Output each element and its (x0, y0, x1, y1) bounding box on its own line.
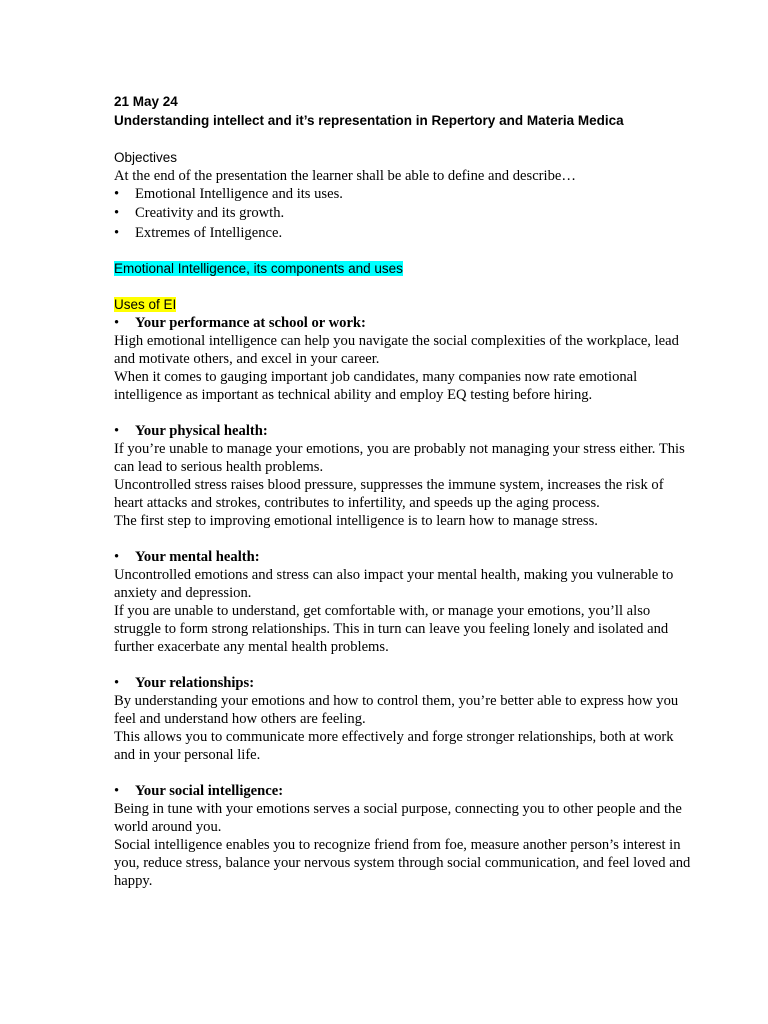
use-heading: Your physical health: (135, 423, 268, 439)
bullet-icon: • (114, 423, 120, 439)
bullet-icon: • (114, 186, 120, 202)
use-paragraph: Being in tune with your emotions serves a social purpose, connecting you to other people and the world around you. (114, 801, 682, 835)
bullet-icon: • (114, 675, 120, 691)
document-title: Understanding intellect and it’s representation in Repertory and Materia Medica (114, 113, 624, 128)
objectives-list (114, 185, 694, 242)
bullet-icon: • (114, 315, 120, 331)
use-paragraph: If you are unable to understand, get comfortable with, or manage your emotions, you’ll also struggle to form strong relationships. This in turn can leave you feeling lonely and isolated and further exacerbate any mental health problems. (114, 603, 669, 655)
use-item-mental-health (114, 548, 694, 656)
document-body (114, 92, 694, 890)
objectives-intro: At the end of the presentation the learner shall be able to define and describe… (114, 168, 576, 184)
objectives-heading: Objectives (114, 150, 178, 165)
use-paragraph: When it comes to gauging important job candidates, many companies now rate emotional intelligence as important as technical ability and employ EQ testing before hiring. (114, 369, 638, 403)
list-item: • Extremes of Intelligence. (114, 225, 283, 241)
document-date: 21 May 24 (114, 94, 178, 109)
use-paragraph: High emotional intelligence can help you navigate the social complexities of the workplace, lead and motivate others, and excel in your career. (114, 333, 679, 367)
use-paragraph: Uncontrolled emotions and stress can also impact your mental health, making you vulnerable to anxiety and depression. (114, 567, 674, 601)
use-paragraph: Social intelligence enables you to recognize friend from foe, measure another person’s interest in you, reduce stress, balance your nervous system through social communication, and feel loved and happy. (114, 837, 691, 889)
list-item: • Creativity and its growth. (114, 205, 285, 221)
use-heading: Your relationships: (135, 675, 255, 691)
use-heading: Your performance at school or work: (135, 315, 366, 331)
bullet-icon: • (114, 225, 120, 241)
bullet-icon: • (114, 549, 120, 565)
section-heading: Emotional Intelligence, its components and uses (114, 261, 403, 276)
use-paragraph: This allows you to communicate more effectively and forge stronger relationships, both at work and in your personal life. (114, 729, 674, 763)
use-paragraph: If you’re unable to manage your emotions, you are probably not managing your stress either. This can lead to serious health problems. (114, 441, 685, 475)
use-heading: Your social intelligence: (135, 783, 284, 799)
use-paragraph: Uncontrolled stress raises blood pressure, suppresses the immune system, increases the risk of heart attacks and strokes, contributes to infertility, and speeds up the aging process. (114, 477, 664, 511)
use-item-relationships (114, 674, 694, 764)
list-item: • Emotional Intelligence and its uses. (114, 186, 343, 202)
use-item-social-intelligence (114, 782, 694, 890)
bullet-icon: • (114, 205, 120, 221)
use-paragraph: By understanding your emotions and how to control them, you’re better able to express how you feel and understand how others are feeling. (114, 693, 679, 727)
bullet-icon: • (114, 783, 120, 799)
use-heading: Your mental health: (135, 549, 260, 565)
use-item-performance (114, 314, 694, 404)
use-item-physical-health (114, 422, 694, 530)
uses-heading: Uses of EI (114, 297, 177, 312)
use-paragraph: The first step to improving emotional intelligence is to learn how to manage stress. (114, 513, 598, 529)
